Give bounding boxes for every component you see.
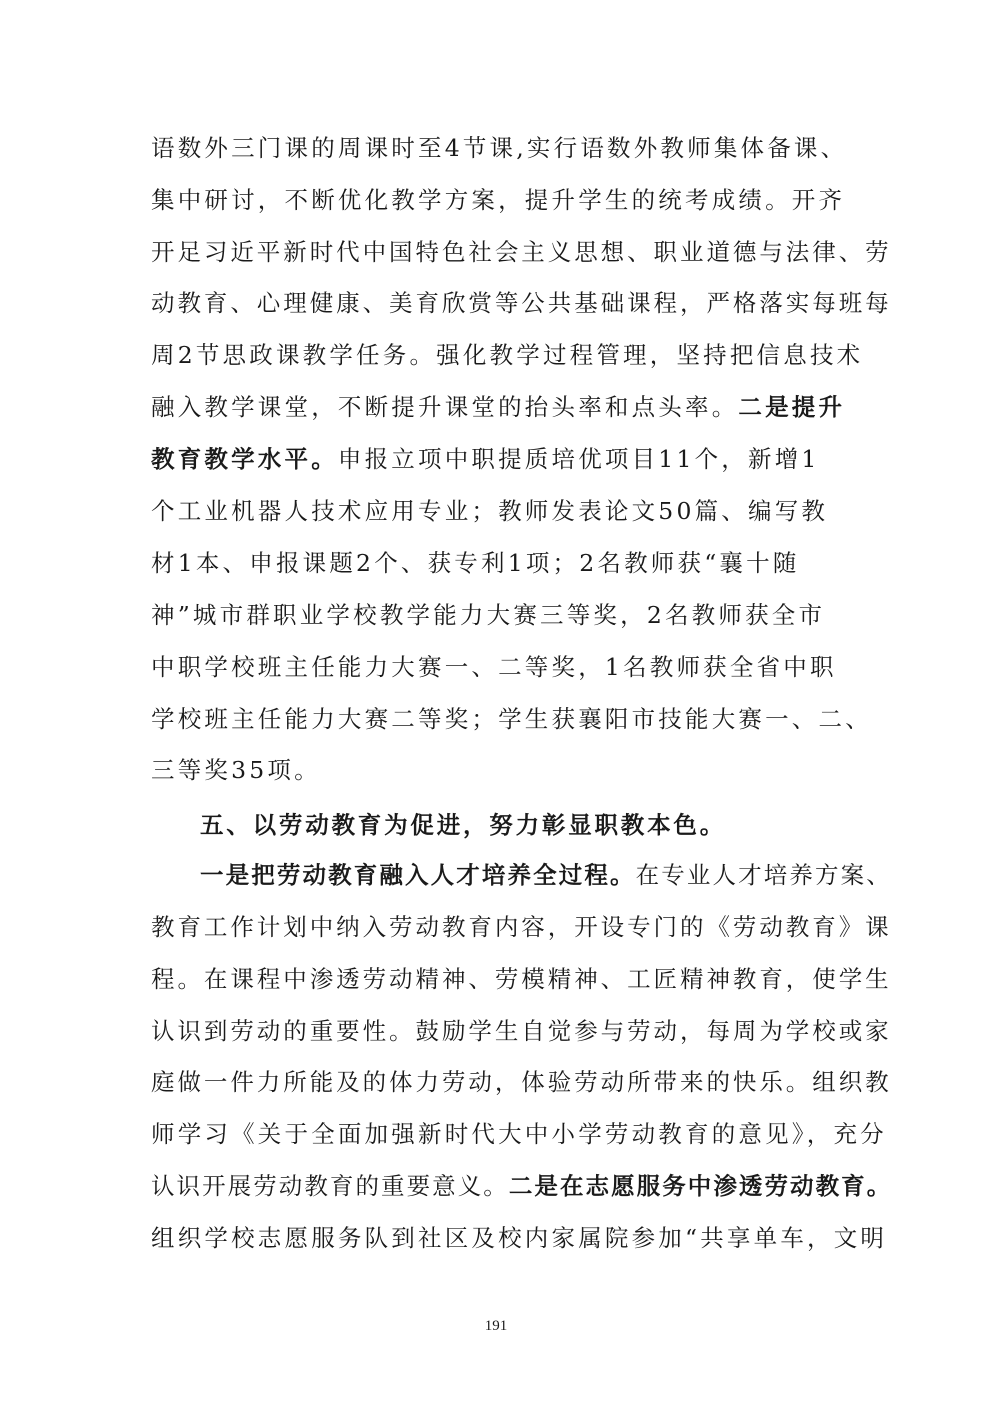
text-line: 师学习《关于全面加强新时代大中小学劳动教育的意见》，充分 [151,1120,887,1148]
text-line: 开足习近平新时代中国特色社会主义思想、职业道德与法律、劳 [151,238,892,266]
text-line [151,1171,893,1201]
text-line: 周2节思政课教学任务。强化教学过程管理，坚持把信息技术 [151,341,864,369]
text-line [200,860,900,890]
text-line: 中职学校班主任能力大赛一、二等奖，1名教师获全省中职 [151,653,837,681]
text-line: 动教育、心理健康、美育欣赏等公共基础课程，严格落实每班每 [151,289,892,317]
text-run: 认识开展劳动教育的重要意义。 [151,1172,509,1200]
bold-point-label: 二是提升 [738,393,846,421]
bold-point-label: 教育教学水平。 [151,445,338,473]
text-line: 教育工作计划中纳入劳动教育内容，开设专门的《劳动教育》课 [151,913,892,941]
text-line: 神”城市群职业学校教学能力大赛三等奖，2名教师获全市 [151,601,826,629]
text-line: 认识到劳动的重要性。鼓励学生自觉参与劳动，每周为学校或家 [151,1017,892,1045]
text-line: 组织学校志愿服务队到社区及校内家属院参加“共享单车，文明 [151,1224,888,1252]
text-line [151,392,851,422]
text-line: 个工业机器人技术应用专业；教师发表论文50篇、编写教 [151,497,829,525]
text-line: 材1本、申报课题2个、获专利1项；2名教师获“襄十随 [151,549,800,577]
bold-point-label: 一是把劳动教育融入人才培养全过程。 [200,861,636,889]
page-number: 191 [484,1318,508,1334]
text-line: 三等奖35项。 [151,756,321,784]
text-run: 融入教学课堂，不断提升课堂的抬头率和点头率。 [151,393,739,421]
text-line: 学校班主任能力大赛二等奖；学生获襄阳市技能大赛一、二、 [151,705,872,733]
text-line: 程。在课程中渗透劳动精神、劳模精神、工匠精神教育，使学生 [151,965,892,993]
section-heading: 五、以劳动教育为促进，努力彰显职教本色。 [200,811,726,839]
bold-point-label: 二是在志愿服务中渗透劳动教育。 [508,1172,893,1200]
text-line: 集中研讨，不断优化教学方案，提升学生的统考成绩。开齐 [151,186,846,214]
text-line: 庭做一件力所能及的体力劳动，体验劳动所带来的快乐。组织教 [151,1068,892,1096]
text-line [151,444,851,474]
text-run: 在专业人才培养方案、 [635,861,892,889]
text-run: 申报立项中职提质培优项目11个，新增1 [337,445,820,473]
text-line: 语数外三门课的周课时至4节课,实行语数外教师集体备课、 [151,134,848,162]
